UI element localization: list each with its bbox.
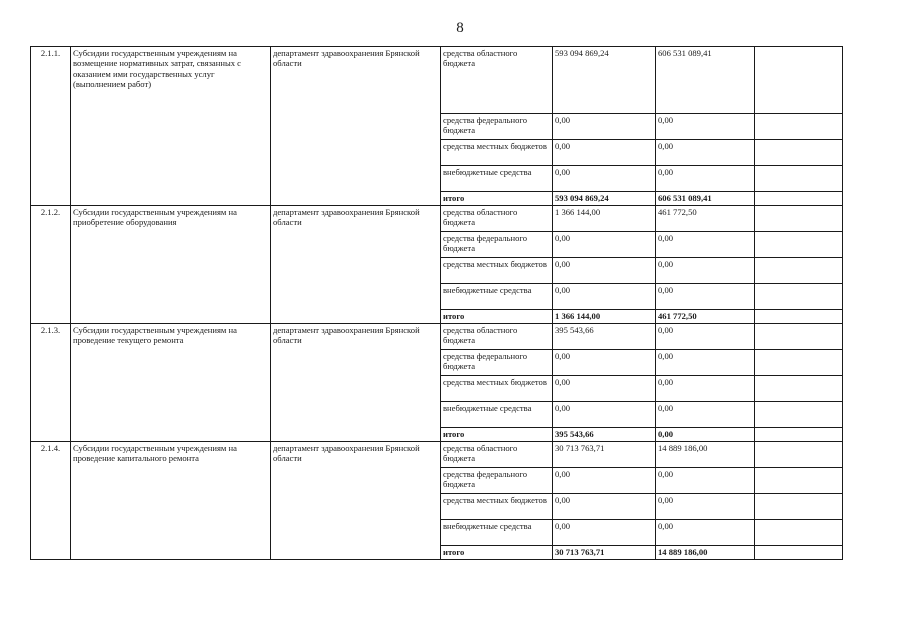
empty-cell — [755, 546, 843, 560]
item-name: Субсидии государственным учреждениям на приобретение оборудования — [71, 206, 271, 324]
amount-year1: 1 366 144,00 — [553, 206, 656, 232]
funding-source: средства местных бюджетов — [441, 376, 553, 402]
item-executor: департамент здравоохранения Брянской области — [271, 442, 441, 560]
amount-year2: 0,00 — [656, 166, 755, 192]
amount-year1-total: 593 094 869,24 — [553, 192, 656, 206]
amount-year2-total: 0,00 — [656, 428, 755, 442]
amount-year2: 0,00 — [656, 140, 755, 166]
empty-cell — [755, 140, 843, 166]
amount-year1: 395 543,66 — [553, 324, 656, 350]
empty-cell — [755, 442, 843, 468]
amount-year2: 606 531 089,41 — [656, 47, 755, 114]
amount-year1: 0,00 — [553, 284, 656, 310]
amount-year1: 0,00 — [553, 258, 656, 284]
funding-source: средства областного бюджета — [441, 47, 553, 114]
amount-year1: 0,00 — [553, 520, 656, 546]
funding-source-total: итого — [441, 192, 553, 206]
amount-year2: 0,00 — [656, 350, 755, 376]
amount-year1: 0,00 — [553, 402, 656, 428]
funding-source: средства местных бюджетов — [441, 140, 553, 166]
amount-year2: 0,00 — [656, 232, 755, 258]
amount-year2-total: 461 772,50 — [656, 310, 755, 324]
empty-cell — [755, 310, 843, 324]
funding-source: средства областного бюджета — [441, 442, 553, 468]
item-name: Субсидии государственным учреждениям на проведение капитального ремонта — [71, 442, 271, 560]
funding-source: внебюджетные средства — [441, 166, 553, 192]
amount-year2: 0,00 — [656, 520, 755, 546]
empty-cell — [755, 494, 843, 520]
item-executor: департамент здравоохранения Брянской области — [271, 324, 441, 442]
amount-year1-total: 395 543,66 — [553, 428, 656, 442]
funding-source: средства федерального бюджета — [441, 114, 553, 140]
funding-source-total: итого — [441, 428, 553, 442]
amount-year2: 0,00 — [656, 376, 755, 402]
amount-year1: 0,00 — [553, 376, 656, 402]
amount-year1-total: 30 713 763,71 — [553, 546, 656, 560]
funding-source: средства федерального бюджета — [441, 350, 553, 376]
amount-year2: 0,00 — [656, 402, 755, 428]
amount-year1: 0,00 — [553, 350, 656, 376]
empty-cell — [755, 402, 843, 428]
table-row — [31, 442, 843, 468]
item-executor: департамент здравоохранения Брянской области — [271, 47, 441, 206]
amount-year2: 0,00 — [656, 468, 755, 494]
amount-year2: 461 772,50 — [656, 206, 755, 232]
item-executor: департамент здравоохранения Брянской области — [271, 206, 441, 324]
amount-year1: 30 713 763,71 — [553, 442, 656, 468]
item-number: 2.1.1. — [31, 47, 71, 206]
amount-year2: 0,00 — [656, 284, 755, 310]
amount-year2: 0,00 — [656, 258, 755, 284]
amount-year1: 0,00 — [553, 140, 656, 166]
empty-cell — [755, 258, 843, 284]
funding-source-total: итого — [441, 310, 553, 324]
empty-cell — [755, 47, 843, 114]
funding-source: средства федерального бюджета — [441, 468, 553, 494]
funding-source-total: итого — [441, 546, 553, 560]
empty-cell — [755, 192, 843, 206]
item-number: 2.1.4. — [31, 442, 71, 560]
item-name: Субсидии государственным учреждениям на проведение текущего ремонта — [71, 324, 271, 442]
empty-cell — [755, 114, 843, 140]
empty-cell — [755, 376, 843, 402]
funding-source: внебюджетные средства — [441, 284, 553, 310]
empty-cell — [755, 166, 843, 192]
funding-source: внебюджетные средства — [441, 402, 553, 428]
funding-source: средства федерального бюджета — [441, 232, 553, 258]
amount-year1: 593 094 869,24 — [553, 47, 656, 114]
amount-year2: 0,00 — [656, 114, 755, 140]
empty-cell — [755, 206, 843, 232]
amount-year1: 0,00 — [553, 114, 656, 140]
page-number: 8 — [456, 20, 464, 36]
item-number: 2.1.2. — [31, 206, 71, 324]
item-number: 2.1.3. — [31, 324, 71, 442]
empty-cell — [755, 232, 843, 258]
item-name: Субсидии государственным учреждениям на возмещение нормативных затрат, связанных с оказанием ими государственных услуг (выполнением работ) — [71, 47, 271, 206]
empty-cell — [755, 324, 843, 350]
empty-cell — [755, 284, 843, 310]
amount-year1: 0,00 — [553, 468, 656, 494]
amount-year1: 0,00 — [553, 166, 656, 192]
empty-cell — [755, 520, 843, 546]
table-row — [31, 47, 843, 114]
funding-source: внебюджетные средства — [441, 520, 553, 546]
funding-source: средства местных бюджетов — [441, 494, 553, 520]
amount-year1: 0,00 — [553, 232, 656, 258]
empty-cell — [755, 428, 843, 442]
amount-year2-total: 606 531 089,41 — [656, 192, 755, 206]
budget-table — [30, 46, 843, 560]
empty-cell — [755, 350, 843, 376]
amount-year2: 14 889 186,00 — [656, 442, 755, 468]
amount-year1-total: 1 366 144,00 — [553, 310, 656, 324]
funding-source: средства областного бюджета — [441, 206, 553, 232]
funding-source: средства областного бюджета — [441, 324, 553, 350]
amount-year2: 0,00 — [656, 324, 755, 350]
amount-year2-total: 14 889 186,00 — [656, 546, 755, 560]
amount-year2: 0,00 — [656, 494, 755, 520]
empty-cell — [755, 468, 843, 494]
table-row — [31, 206, 843, 232]
funding-source: средства местных бюджетов — [441, 258, 553, 284]
table-row — [31, 324, 843, 350]
amount-year1: 0,00 — [553, 494, 656, 520]
